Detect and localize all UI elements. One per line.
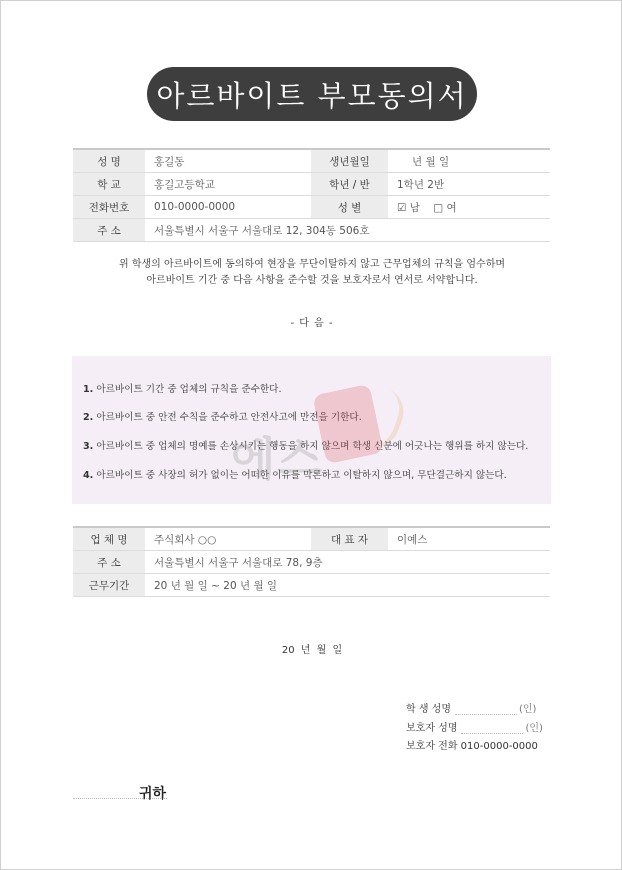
student-signature (406, 700, 536, 715)
phone-label: 전화번호 (73, 196, 145, 219)
rule-item: 3. 아르바이트 중 업체의 명예를 손상시키는 행동을 하지 않으며 학생 신분에 어긋나는 행위를 하지 않는다. (83, 441, 529, 452)
ceo-label: 대 표 자 (311, 527, 388, 551)
student-info-table (73, 148, 550, 242)
gender-male-checkbox[interactable]: ☑ (397, 201, 407, 214)
table-row (73, 196, 550, 219)
gender-male-label: 남 (409, 201, 420, 214)
document-title: 아르바이트 부모동의서 (147, 67, 477, 121)
guardian-phone-label: 보호자 전화 (406, 741, 458, 752)
rules-box (72, 356, 551, 504)
rule-item: 1. 아르바이트 기간 중 업체의 규칙을 준수한다. (83, 384, 282, 395)
name-value[interactable]: 홍길동 (145, 149, 311, 173)
company-value[interactable]: 주식회사 ○○ (145, 527, 311, 551)
grade-value[interactable]: 1학년 2반 (388, 173, 550, 196)
period-value[interactable]: 20 년 월 일 ~ 20 년 월 일 (145, 574, 550, 597)
table-row (73, 527, 550, 551)
student-seal-mark: (인) (519, 704, 537, 715)
phone-value[interactable]: 010-0000-0000 (145, 196, 311, 219)
guardian-phone (406, 737, 538, 752)
school-label: 학 교 (73, 173, 145, 196)
rule-item: 2. 아르바이트 중 안전 수칙을 준수하고 안전사고에 만전을 기한다. (83, 412, 362, 423)
table-row (73, 173, 550, 196)
company-info-table (73, 526, 550, 597)
ceo-value[interactable]: 이예스 (388, 527, 550, 551)
gender-female-label: 여 (446, 201, 457, 214)
address-label: 주 소 (73, 219, 145, 242)
statement-line-2: 아르바이트 기간 중 다음 사항을 준수할 것을 보호자로서 연서로 서약합니다. (146, 275, 478, 286)
guardian-seal-mark: (인) (525, 723, 543, 734)
recipient-label: 귀하 (139, 786, 167, 802)
date-line[interactable]: 20 년 월 일 (281, 645, 343, 656)
guardian-signature-label: 보호자 성명 (406, 723, 458, 734)
company-label: 업 체 명 (73, 527, 145, 551)
guardian-signature-line[interactable] (461, 723, 523, 734)
next-section-label: - 다 음 - (290, 318, 334, 329)
school-value[interactable]: 홍길고등학교 (145, 173, 311, 196)
period-label: 근무기간 (73, 574, 145, 597)
table-row (73, 219, 550, 242)
student-signature-label: 학 생 성명 (406, 704, 451, 715)
company-address-value[interactable]: 서울특별시 서울구 서울대로 78, 9층 (145, 551, 550, 574)
birth-label: 생년월일 (311, 149, 388, 173)
student-signature-line[interactable] (455, 704, 517, 715)
gender-female-checkbox[interactable]: □ (433, 201, 444, 214)
statement-line-1: 위 학생의 아르바이트에 동의하여 현장을 무단이탈하지 않고 근무업체의 규칙을 엄수하며 (118, 259, 506, 270)
company-address-label: 주 소 (73, 551, 145, 574)
rule-item: 4. 아르바이트 중 사장의 허가 없이는 어떠한 이유를 막론하고 이탈하지 않으며, 무단결근하지 않는다. (83, 470, 507, 481)
gender-value (388, 196, 550, 219)
address-value[interactable]: 서울특별시 서울구 서울대로 12, 304동 506호 (145, 219, 550, 242)
consent-statement (1, 257, 622, 289)
grade-label: 학년 / 반 (311, 173, 388, 196)
table-row (73, 574, 550, 597)
birth-value[interactable]: 년 월 일 (388, 149, 550, 173)
guardian-signature (406, 719, 543, 734)
guardian-phone-value[interactable]: 010-0000-0000 (460, 741, 538, 752)
name-label: 성 명 (73, 149, 145, 173)
table-row (73, 551, 550, 574)
table-row (73, 149, 550, 173)
gender-label: 성 별 (311, 196, 388, 219)
watermark-text: 에스 (231, 432, 324, 486)
